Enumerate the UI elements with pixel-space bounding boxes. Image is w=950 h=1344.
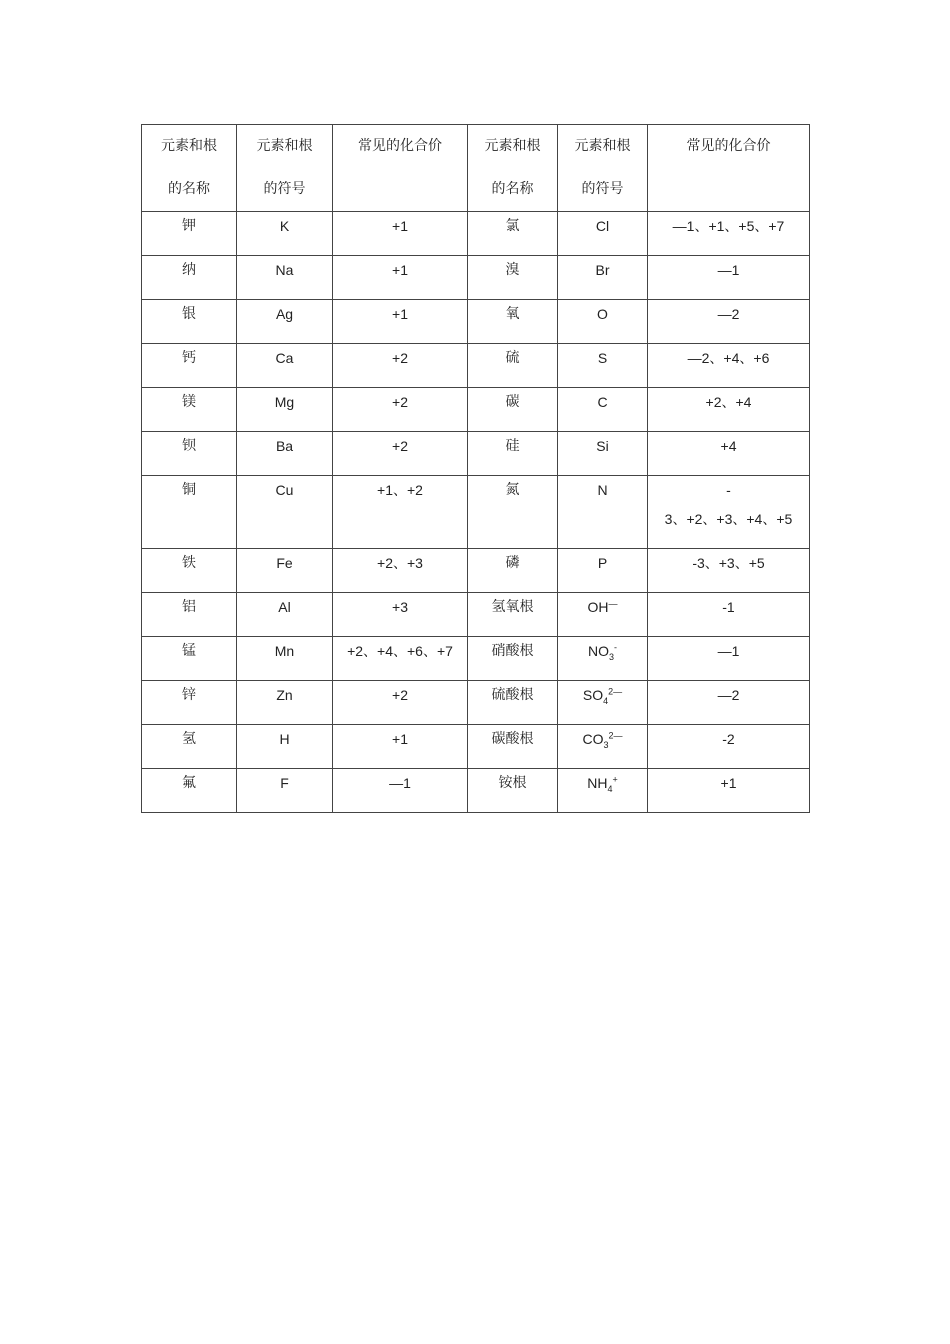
element-symbol-cell: [558, 637, 648, 681]
element-valence-cell: [648, 681, 810, 725]
header-symbol-right-line2: 的符号: [581, 181, 624, 197]
header-cell-valence-right: [648, 125, 810, 212]
element-name-cell: [468, 212, 558, 256]
element-valence: —2: [717, 306, 740, 322]
radical-formula: [558, 681, 647, 706]
element-name: 硝酸根: [491, 643, 534, 659]
element-valence: —1: [717, 643, 740, 659]
element-name-cell: [142, 681, 237, 725]
radical-formula: [558, 725, 647, 750]
element-valence: -3、+3、+5: [692, 555, 765, 571]
element-name-cell: [142, 725, 237, 769]
element-name-cell: [468, 256, 558, 300]
table-row: [142, 725, 810, 769]
formula-base: NH: [587, 775, 608, 791]
element-name-cell: [142, 300, 237, 344]
element-name: 银: [182, 306, 196, 322]
element-name: 锌: [182, 687, 196, 703]
element-valence-cell: [333, 681, 468, 725]
element-symbol: Cu: [275, 482, 294, 498]
table-row: [142, 212, 810, 256]
element-valence: +1: [392, 218, 408, 234]
element-valence-line2: 3、+2、+3、+4、+5: [664, 511, 793, 527]
element-symbol: Ag: [275, 306, 294, 322]
formula-charge: -: [614, 642, 617, 653]
element-valence: +2、+4: [705, 394, 752, 410]
element-name-cell: [142, 212, 237, 256]
formula-charge: +: [612, 774, 618, 785]
table-row: [142, 432, 810, 476]
element-valence-cell: [333, 256, 468, 300]
element-valence-cell: [648, 344, 810, 388]
element-valence: +2: [392, 438, 408, 454]
element-symbol-cell: [237, 593, 333, 637]
element-symbol: Br: [595, 262, 610, 278]
element-name-cell: [142, 344, 237, 388]
element-symbol-cell: [237, 256, 333, 300]
element-name-cell: [142, 769, 237, 813]
element-symbol-cell: [558, 769, 648, 813]
element-symbol-cell: [237, 549, 333, 593]
header-cell-valence: [333, 125, 468, 212]
element-valence: —1、+1、+5、+7: [672, 218, 785, 234]
header-symbol-line1: 元素和根: [256, 138, 313, 154]
element-valence: -1: [722, 599, 735, 615]
element-name-cell: [468, 769, 558, 813]
element-symbol: Ba: [275, 438, 294, 454]
element-valence: +2: [392, 687, 408, 703]
element-valence-cell: [333, 300, 468, 344]
formula-charge: —: [608, 598, 618, 609]
element-symbol-cell: [237, 300, 333, 344]
element-name: 氮: [505, 482, 520, 498]
header-name-right-line1: 元素和根: [484, 138, 541, 154]
element-symbol: Na: [275, 262, 294, 278]
table-row: [142, 549, 810, 593]
element-valence: +2、+3: [377, 555, 423, 571]
element-valence-cell: [333, 212, 468, 256]
element-name-cell: [468, 725, 558, 769]
element-valence: +3: [392, 599, 408, 615]
element-valence-cell: [648, 388, 810, 432]
element-name: 铁: [182, 555, 196, 571]
element-symbol-cell: [237, 681, 333, 725]
element-valence-line1: -: [726, 482, 731, 498]
element-name-cell: [468, 476, 558, 549]
header-name-line1: 元素和根: [161, 138, 217, 154]
element-valence: +4: [720, 438, 737, 454]
element-name-cell: [468, 593, 558, 637]
element-name: 溴: [505, 262, 520, 278]
element-symbol-cell: [558, 549, 648, 593]
header-symbol-line2: 的符号: [263, 181, 306, 197]
element-name: 纳: [182, 262, 196, 278]
element-valence: +1: [392, 262, 408, 278]
element-symbol: Mn: [274, 643, 295, 659]
element-symbol: O: [597, 306, 608, 322]
table-row: [142, 593, 810, 637]
element-valence-cell: [333, 593, 468, 637]
element-name-cell: [468, 344, 558, 388]
element-valence: +2: [392, 394, 408, 410]
element-symbol-cell: [558, 593, 648, 637]
element-valence-cell: [648, 725, 810, 769]
table-row: [142, 681, 810, 725]
element-valence: +1: [392, 306, 408, 322]
element-name-cell: [468, 549, 558, 593]
formula-subscript: 3: [603, 739, 609, 750]
formula-base: CO: [582, 731, 604, 747]
element-symbol-cell: [237, 637, 333, 681]
formula-base: NO: [587, 643, 609, 659]
valence-table: [141, 124, 810, 813]
formula-subscript: 4: [607, 783, 613, 794]
element-name-cell: [468, 388, 558, 432]
header-valence-text: 常见的化合价: [358, 138, 442, 154]
element-valence-cell: [648, 256, 810, 300]
element-name-cell: [142, 256, 237, 300]
table-row: [142, 344, 810, 388]
formula-base: OH: [587, 599, 609, 615]
header-symbol-right-line1: 元素和根: [574, 138, 631, 154]
element-valence-cell: [648, 593, 810, 637]
element-name: 镁: [182, 394, 196, 410]
element-symbol: C: [597, 394, 608, 410]
table-header-row: [142, 125, 810, 212]
formula-subscript: 3: [608, 651, 614, 662]
element-symbol: S: [597, 350, 608, 366]
element-name: 氢: [182, 731, 196, 747]
element-name-cell: [142, 388, 237, 432]
element-name: 氟: [182, 775, 196, 791]
element-valence: —2: [717, 687, 740, 703]
element-name: 磷: [505, 555, 520, 571]
element-symbol-cell: [558, 681, 648, 725]
element-valence-cell: [648, 212, 810, 256]
element-name: 硫: [505, 350, 520, 366]
header-valence-right-text: 常见的化合价: [686, 138, 771, 154]
element-valence-cell: [333, 476, 468, 549]
element-valence-cell: [333, 549, 468, 593]
element-valence-cell: [333, 432, 468, 476]
element-valence-cell: [648, 549, 810, 593]
element-name-cell: [468, 681, 558, 725]
element-symbol-cell: [237, 432, 333, 476]
element-symbol-cell: [558, 256, 648, 300]
element-symbol: N: [597, 482, 608, 498]
element-name: 硫酸根: [491, 687, 534, 703]
radical-formula: [558, 769, 647, 794]
element-name-cell: [468, 300, 558, 344]
element-valence-cell: [333, 637, 468, 681]
element-symbol-cell: [237, 344, 333, 388]
element-symbol: P: [597, 555, 608, 571]
formula-charge: 2—: [608, 686, 623, 697]
element-valence-cell: [648, 432, 810, 476]
header-cell-name: [142, 125, 237, 212]
element-valence-cell: [333, 769, 468, 813]
element-name: 碳酸根: [491, 731, 534, 747]
table-row: [142, 769, 810, 813]
element-name-cell: [468, 637, 558, 681]
element-symbol: Zn: [276, 687, 293, 703]
table-row: [142, 256, 810, 300]
header-name-right-line2: 的名称: [491, 181, 534, 197]
element-name: 锰: [182, 643, 196, 659]
element-symbol: F: [280, 775, 289, 791]
formula-charge: 2—: [608, 730, 623, 741]
element-symbol-cell: [237, 476, 333, 549]
element-valence-cell: [333, 725, 468, 769]
element-valence-cell: [333, 344, 468, 388]
element-symbol: H: [279, 731, 290, 747]
element-valence-cell: [333, 388, 468, 432]
table-row: [142, 388, 810, 432]
element-name: 硅: [505, 438, 520, 454]
header-cell-name-right: [468, 125, 558, 212]
element-symbol-cell: [558, 725, 648, 769]
formula-subscript: 4: [603, 695, 609, 706]
element-symbol-cell: [558, 212, 648, 256]
element-valence-cell: [648, 769, 810, 813]
element-symbol-cell: [237, 769, 333, 813]
table-row: [142, 300, 810, 344]
element-valence: +1: [392, 731, 408, 747]
element-symbol: Mg: [274, 394, 295, 410]
element-name-cell: [142, 637, 237, 681]
formula-base: SO: [582, 687, 604, 703]
element-name: 铜: [182, 482, 196, 498]
element-name: 钙: [182, 350, 196, 366]
element-name-cell: [142, 476, 237, 549]
element-name: 铝: [182, 599, 196, 615]
element-symbol: Cl: [595, 218, 610, 234]
element-valence: -2: [722, 731, 735, 747]
element-symbol-cell: [237, 388, 333, 432]
element-symbol: Si: [596, 438, 609, 454]
element-symbol: K: [279, 218, 290, 234]
element-symbol-cell: [558, 476, 648, 549]
element-valence: +2: [392, 350, 408, 366]
radical-formula: [558, 637, 647, 662]
element-symbol-cell: [558, 388, 648, 432]
element-name: 铵根: [498, 775, 527, 791]
element-symbol-cell: [237, 725, 333, 769]
radical-formula: [558, 593, 647, 618]
element-name: 碳: [505, 394, 520, 410]
element-valence: —1: [389, 775, 411, 791]
element-name: 钡: [182, 438, 196, 454]
element-valence: —1: [717, 262, 740, 278]
element-name-cell: [142, 549, 237, 593]
element-valence-cell: [648, 476, 810, 549]
element-symbol-cell: [558, 344, 648, 388]
element-name-cell: [468, 432, 558, 476]
header-name-line2: 的名称: [168, 181, 210, 197]
element-valence: +1、+2: [377, 482, 423, 498]
element-symbol-cell: [558, 432, 648, 476]
element-valence: +2、+4、+6、+7: [347, 643, 453, 659]
table-row: [142, 637, 810, 681]
element-valence-cell: [648, 300, 810, 344]
element-symbol-cell: [558, 300, 648, 344]
element-symbol: Ca: [275, 350, 294, 366]
element-valence-cell: [648, 637, 810, 681]
element-symbol-cell: [237, 212, 333, 256]
header-cell-symbol-right: [558, 125, 648, 212]
element-name: 氢氧根: [491, 599, 534, 615]
element-name: 氯: [505, 218, 520, 234]
element-symbol: Fe: [276, 555, 293, 571]
element-valence: —2、+4、+6: [687, 350, 770, 366]
element-name-cell: [142, 432, 237, 476]
element-name: 钾: [182, 218, 196, 234]
element-name: 氧: [505, 306, 520, 322]
table-row: [142, 476, 810, 549]
element-valence: +1: [720, 775, 737, 791]
element-symbol: Al: [278, 599, 291, 615]
element-name-cell: [142, 593, 237, 637]
header-cell-symbol: [237, 125, 333, 212]
